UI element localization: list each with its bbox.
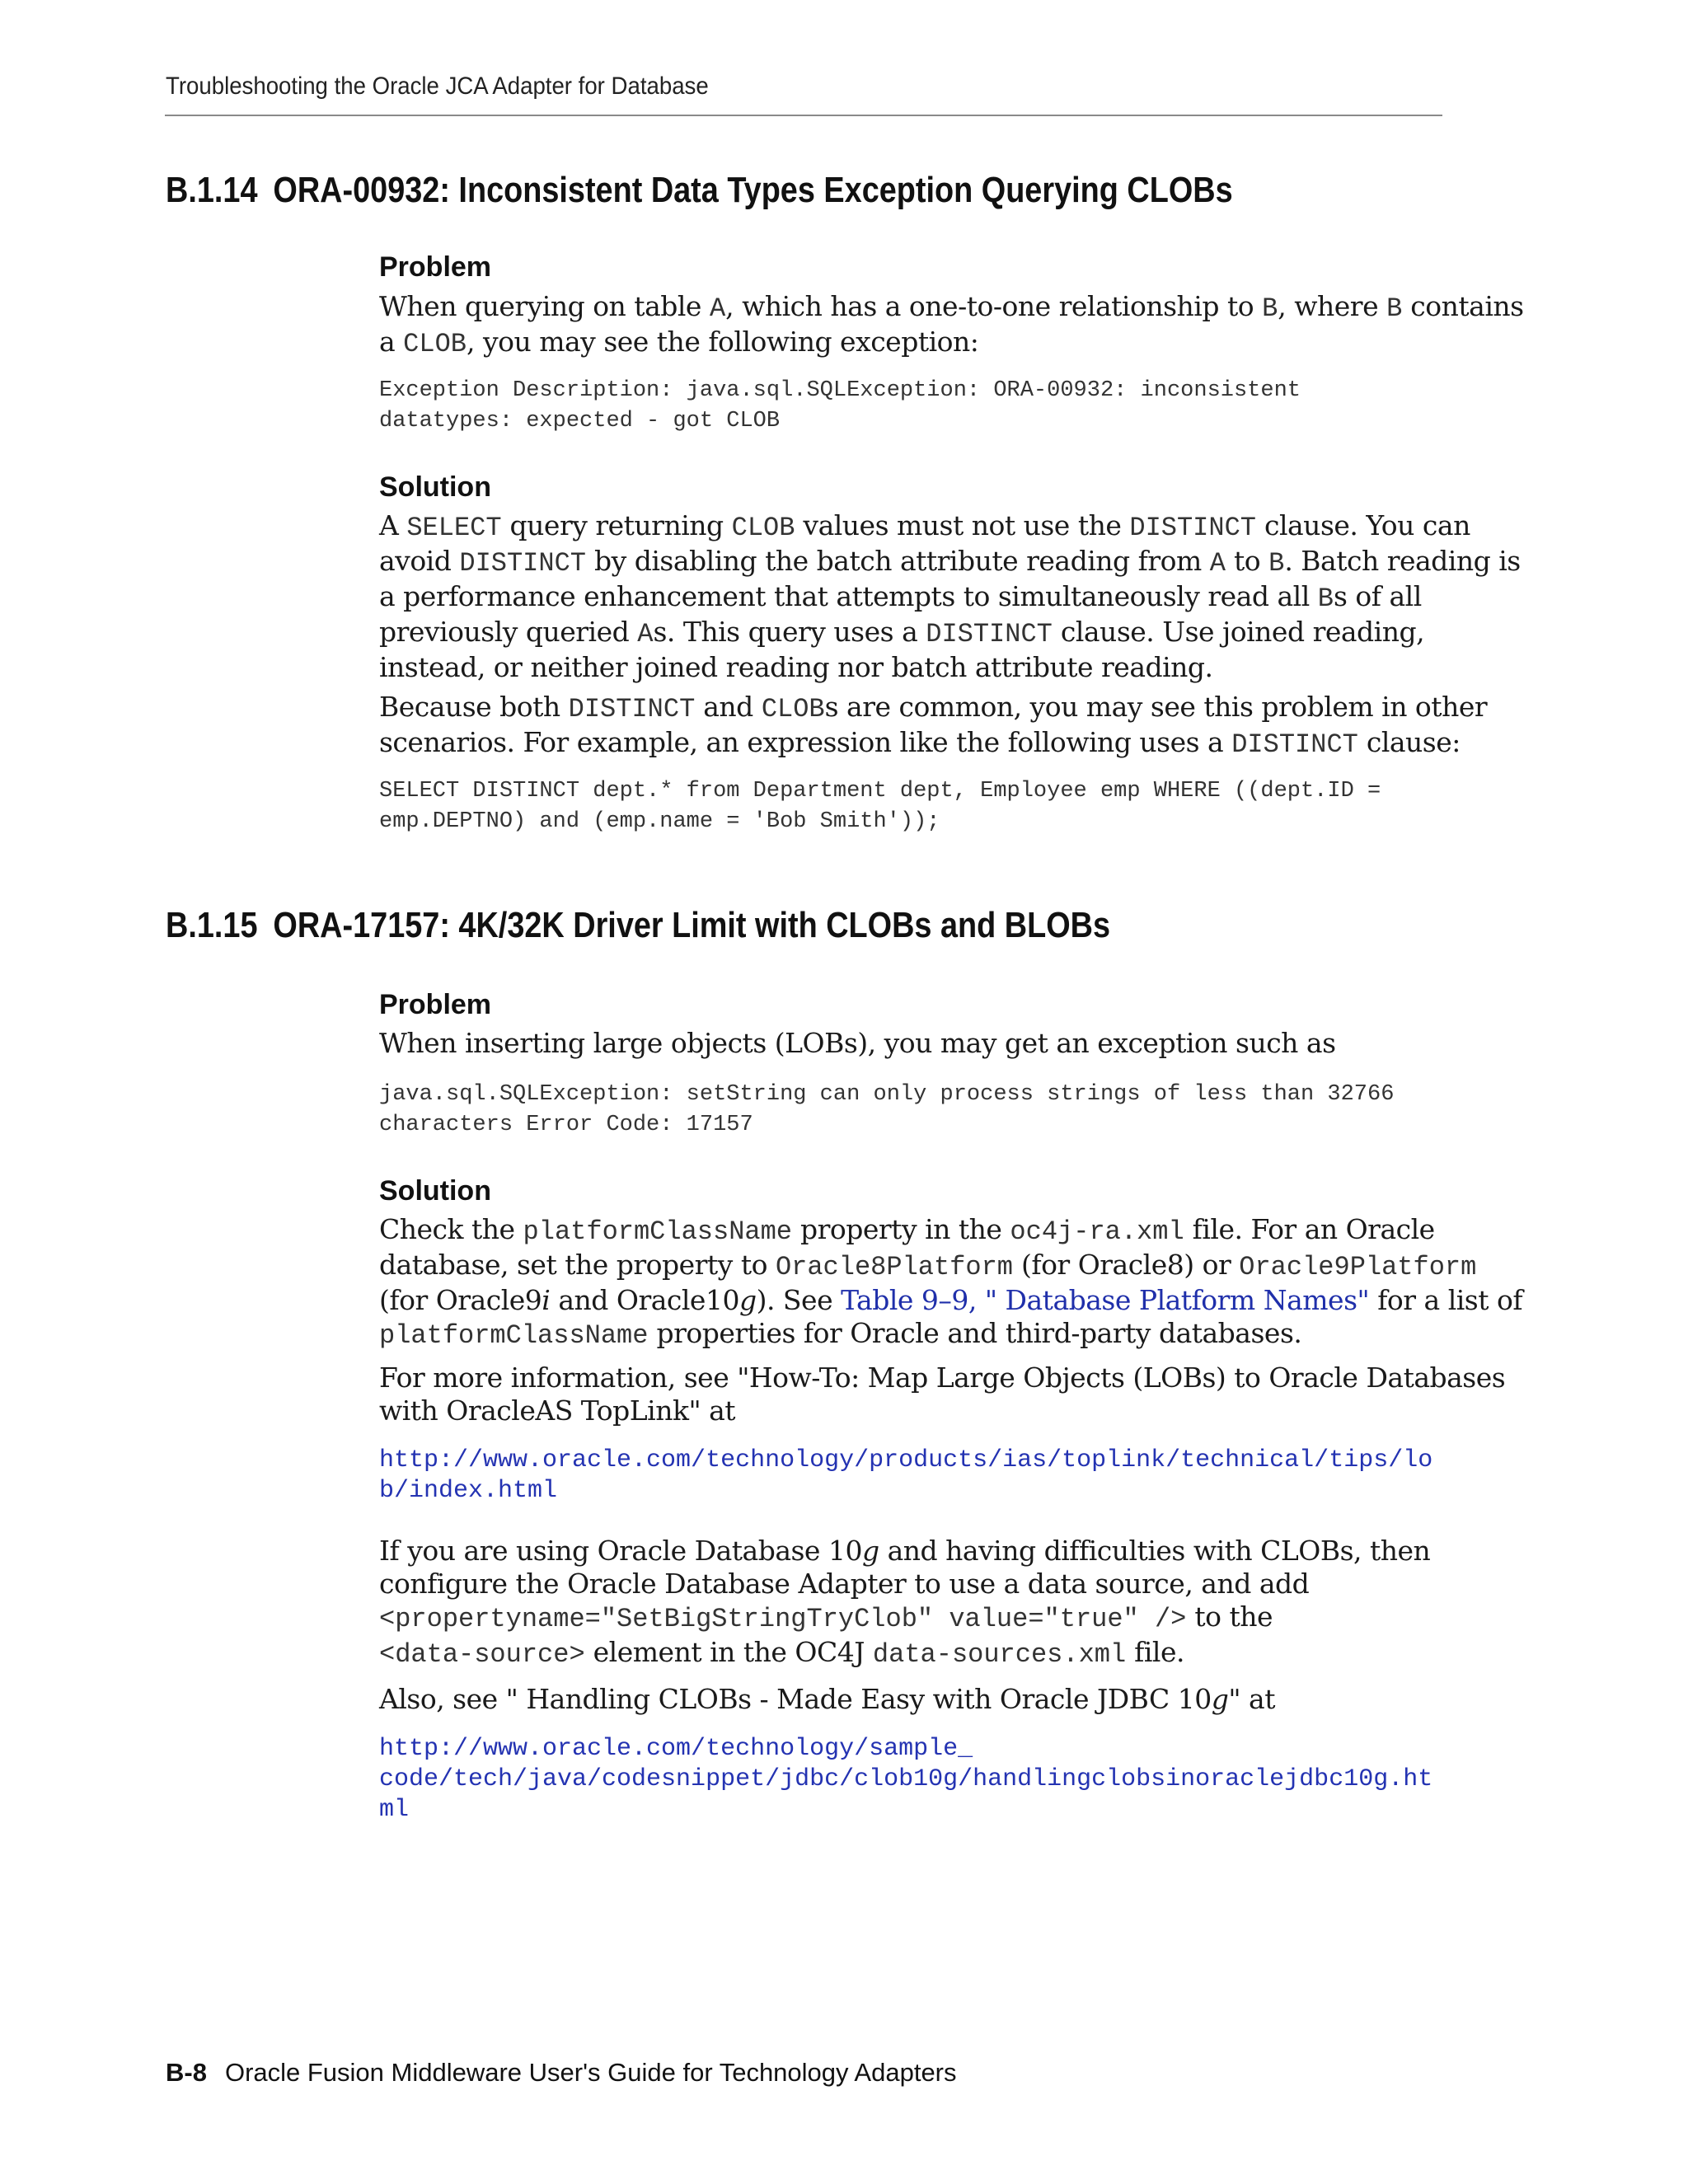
code-line: java.sql.SQLException: setString can only process strings of less than 32766 — [379, 1082, 1395, 1107]
running-header: Troubleshooting the Oracle JCA Adapter for Database — [166, 73, 709, 100]
page-number: B-8 — [166, 2058, 207, 2087]
solution-heading: Solution — [379, 471, 491, 503]
text-line: Check the platformClassName property in the oc4j-ra.xml file. For an Oracle — [379, 1213, 1435, 1247]
italic-text: g — [861, 1535, 879, 1567]
solution-paragraph-4 — [379, 1683, 1451, 1716]
solution-paragraph-2 — [379, 1361, 1506, 1427]
inline-code: B — [1386, 293, 1403, 324]
inline-code: DISTINCT — [459, 548, 586, 579]
code-line: emp.DEPTNO) and (emp.name = 'Bob Smith')); — [379, 809, 940, 834]
inline-code: Oracle8Platform — [775, 1252, 1013, 1282]
cross-reference-link[interactable]: Table 9–9, " Database Platform Names" — [841, 1284, 1370, 1316]
text-line: <propertyname="SetBigStringTryClob" value="true" /> to the — [379, 1601, 1273, 1634]
inline-code: A — [1209, 548, 1226, 579]
code-line: characters Error Code: 17157 — [379, 1113, 753, 1137]
text-line: (for Oracle9i and Oracle10g). See Table 9–9, " Database Platform Names" for a list of — [379, 1284, 1523, 1316]
code-line[interactable]: ml — [379, 1796, 410, 1824]
inline-code: A — [709, 293, 726, 324]
section-title-b114 — [166, 170, 1233, 211]
solution-paragraph-1 — [379, 509, 1521, 684]
italic-text: g — [1211, 1683, 1229, 1715]
toplink-lob-url[interactable] — [379, 1446, 1432, 1507]
page-footer — [166, 2058, 957, 2088]
text-line: Also, see " Handling CLOBs - Made Easy with Oracle JDBC 10g" at — [379, 1683, 1275, 1715]
inline-code: DISTINCT — [1129, 513, 1256, 543]
inline-code: CLOB — [761, 694, 825, 724]
text-line: For more information, see "How-To: Map Large Objects (LOBs) to Oracle Databases — [379, 1361, 1506, 1394]
header-rule — [165, 115, 1442, 116]
italic-text: i — [542, 1284, 551, 1316]
exception-code-block — [379, 1080, 1394, 1141]
code-line[interactable]: code/tech/java/codesnippet/jdbc/clob10g/handlingclobsinoraclejdbc10g.ht — [379, 1765, 1433, 1793]
section-number: B.1.15 — [166, 905, 258, 945]
inline-code: platformClassName — [379, 1320, 649, 1351]
jdbc-clob-url[interactable] — [379, 1734, 1432, 1825]
section-number: B.1.14 — [166, 170, 258, 210]
inline-code: DISTINCT — [926, 619, 1053, 649]
text-line: Because both DISTINCT and CLOBs are common, you may see this problem in other — [379, 691, 1488, 724]
italic-text: g — [738, 1284, 757, 1316]
solution-paragraph-2 — [379, 691, 1488, 762]
text-line: instead, or neither joined reading nor batch attribute reading. — [379, 651, 1213, 683]
text-line: previously queried As. This query uses a DISTINCT clause. Use joined reading, — [379, 616, 1425, 649]
text-line: <data-source> element in the OC4J data-sources.xml file. — [379, 1636, 1185, 1670]
text-line: configure the Oracle Database Adapter to use a data source, and add — [379, 1568, 1310, 1600]
code-line[interactable]: b/index.html — [379, 1477, 558, 1505]
text-line: database, set the property to Oracle8Platform (for Oracle8) or Oracle9Platform — [379, 1249, 1477, 1282]
code-line[interactable]: http://www.oracle.com/technology/products/ias/toplink/technical/tips/lo — [379, 1446, 1433, 1474]
inline-code: oc4j-ra.xml — [1010, 1216, 1184, 1247]
inline-code: B — [1262, 293, 1278, 324]
problem-paragraph — [379, 1027, 1451, 1060]
text-line: avoid DISTINCT by disabling the batch attribute reading from A to B. Batch reading is — [379, 545, 1521, 579]
text-line: platformClassName properties for Oracle and third-party databases. — [379, 1317, 1302, 1351]
inline-code: CLOB — [403, 329, 467, 359]
inline-code: DISTINCT — [1231, 729, 1358, 760]
inline-code: <propertyname="SetBigStringTryClob" value="true" /> — [379, 1604, 1187, 1634]
text-line: a CLOB, you may see the following exception: — [379, 326, 979, 359]
problem-paragraph — [379, 290, 1524, 361]
inline-code: B — [1317, 583, 1334, 614]
section-heading: ORA-17157: 4K/32K Driver Limit with CLOBs and BLOBs — [273, 905, 1111, 945]
text-line: When inserting large objects (LOBs), you may get an exception such as — [379, 1027, 1336, 1059]
inline-code: SELECT — [406, 513, 502, 543]
text-line: A SELECT query returning CLOB values must not use the DISTINCT clause. You can — [379, 509, 1470, 543]
section-title-b115 — [166, 905, 1110, 946]
inline-code: DISTINCT — [568, 694, 696, 724]
code-line: SELECT DISTINCT dept.* from Department dept, Employee emp WHERE ((dept.ID = — [379, 779, 1381, 804]
code-line: datatypes: expected - got CLOB — [379, 409, 781, 434]
problem-heading: Problem — [379, 989, 492, 1020]
solution-paragraph-3 — [379, 1535, 1451, 1671]
sql-code-block — [379, 776, 1381, 837]
text-line: scenarios. For example, an expression like the following uses a DISTINCT clause: — [379, 726, 1461, 760]
code-line[interactable]: http://www.oracle.com/technology/sample_ — [379, 1735, 973, 1763]
solution-paragraph-1 — [379, 1213, 1523, 1352]
inline-code: B — [1268, 548, 1285, 579]
inline-code: A — [637, 619, 654, 649]
inline-code: platformClassName — [523, 1216, 792, 1247]
text-line: If you are using Oracle Database 10g and having difficulties with CLOBs, then — [379, 1535, 1431, 1567]
problem-heading: Problem — [379, 251, 492, 283]
section-heading: ORA-00932: Inconsistent Data Types Exception Querying CLOBs — [273, 170, 1233, 210]
exception-code-block — [379, 376, 1301, 437]
inline-code: Oracle9Platform — [1239, 1252, 1477, 1282]
text-line: a performance enhancement that attempts to simultaneously read all Bs of all — [379, 580, 1422, 614]
text-line: When querying on table A, which has a one-to-one relationship to B, where B contains — [379, 290, 1524, 324]
code-line: Exception Description: java.sql.SQLException: ORA-00932: inconsistent — [379, 378, 1301, 403]
inline-code: data-sources.xml — [872, 1639, 1127, 1670]
inline-code: CLOB — [731, 513, 795, 543]
book-title: Oracle Fusion Middleware User's Guide for Technology Adapters — [224, 2058, 957, 2087]
solution-heading: Solution — [379, 1175, 491, 1207]
inline-code: <data-source> — [379, 1639, 585, 1670]
text-line: with OracleAS TopLink" at — [379, 1394, 736, 1427]
